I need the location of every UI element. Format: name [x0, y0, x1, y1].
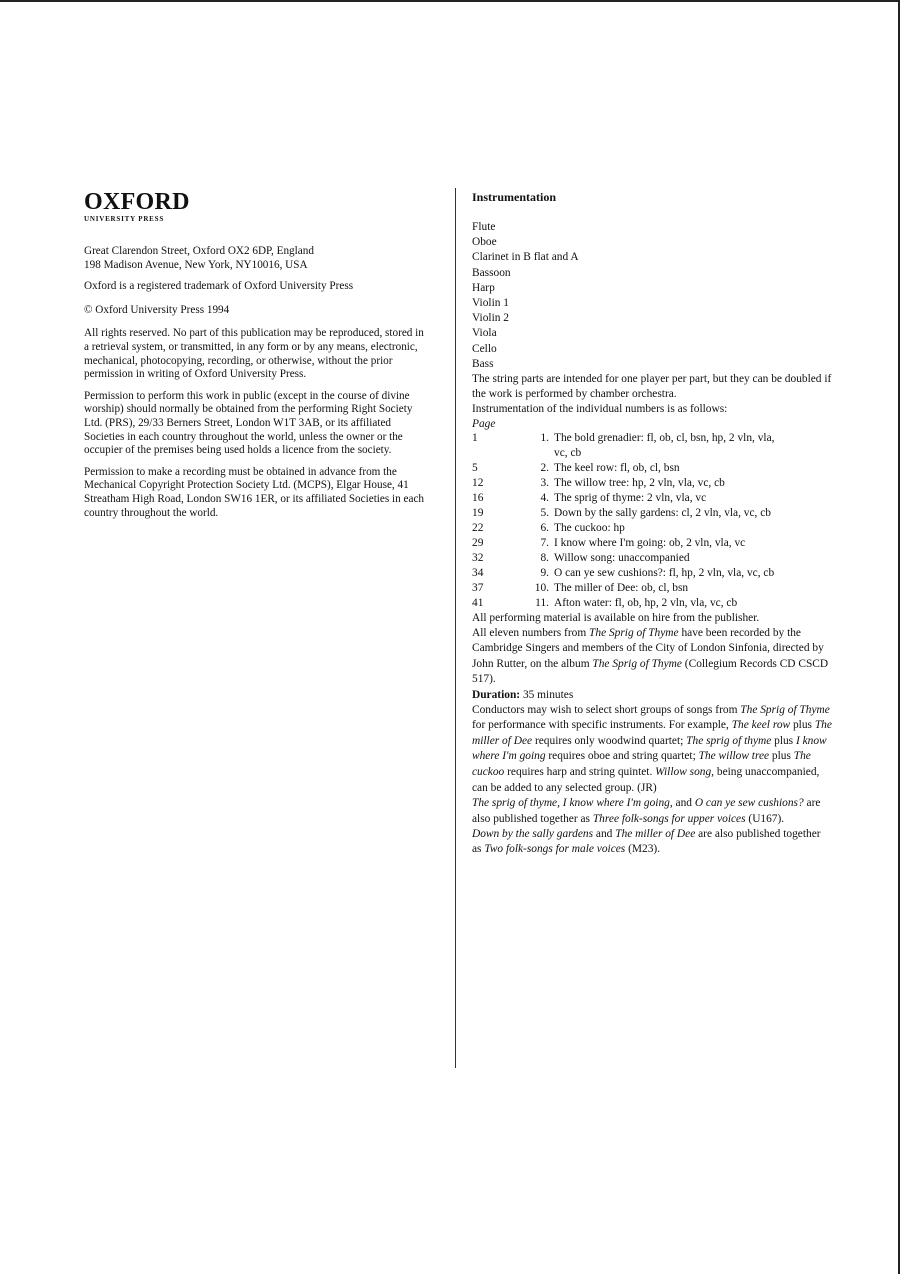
- song-title: I know where I'm going: ob, 2 vln, vla, vc: [554, 537, 746, 550]
- album-title: The Sprig of Thyme: [592, 657, 682, 670]
- table-row: [472, 521, 832, 536]
- page-number: 22: [472, 522, 484, 535]
- instrument-item: Viola: [472, 327, 497, 340]
- duration-value: 35 minutes: [520, 688, 574, 701]
- instrument-item: Oboe: [472, 236, 497, 249]
- table-row: [472, 536, 832, 551]
- page-number: 1: [472, 432, 478, 445]
- note-text: (U167).: [745, 812, 785, 825]
- note-text: for performance with specific instruments. For example,: [472, 719, 732, 732]
- numbers-table: [472, 431, 832, 611]
- recording-permission: Permission to make a recording must be obtained in advance from the Mechanical Copyright Protection Society Ltd. (MCPS), Elgar House, 41 Streatham High Road, London SW16 1ER, or its affiliated Societies in each country throughout the world.: [84, 465, 425, 519]
- song-number: 9.: [540, 567, 549, 580]
- note-text: requires harp and string quintet.: [504, 766, 656, 779]
- instrument-item: Clarinet in B flat and A: [472, 251, 579, 264]
- song-title-ref: The sprig of thyme: [686, 734, 772, 747]
- table-row: [472, 491, 832, 506]
- page-number: 12: [472, 477, 484, 490]
- table-row: [472, 431, 832, 461]
- song-title-continuation: vc, cb: [554, 447, 582, 460]
- instrument-item: Flute: [472, 221, 496, 233]
- publisher-address: [84, 245, 424, 272]
- song-number: 8.: [540, 552, 549, 565]
- song-number: 2.: [540, 462, 549, 475]
- instrumentation-column: [472, 190, 832, 858]
- recording-text: (Collegium Records CD CSCD 517).: [472, 657, 829, 686]
- instrument-item: Violin 1: [472, 297, 509, 310]
- song-title: [549, 431, 832, 461]
- page-column-label: Page: [472, 418, 496, 431]
- instrument-item: Cello: [472, 342, 497, 355]
- instrument-list: [472, 220, 832, 372]
- song-number: 4.: [540, 492, 549, 505]
- conductors-note: [472, 703, 832, 797]
- collection-title: Two folk-songs for male voices: [484, 843, 626, 856]
- song-title: The cuckoo: hp: [554, 522, 625, 535]
- page-top-border: [0, 0, 900, 2]
- note-text: plus: [790, 719, 815, 732]
- note-text: Conductors may wish to select short groups of songs from: [472, 703, 741, 716]
- note-text: and: [593, 828, 616, 841]
- song-title: The willow tree: hp, 2 vln, vla, vc, cb: [554, 477, 725, 490]
- song-number: 1.: [540, 432, 549, 445]
- table-row: [472, 581, 832, 596]
- page-number: 32: [472, 552, 484, 565]
- page-number: 29: [472, 537, 484, 550]
- song-title-ref: The miller of Dee: [615, 828, 696, 841]
- address-line: 198 Madison Avenue, New York, NY10016, USA: [84, 258, 308, 271]
- numbers-intro: Instrumentation of the individual numbers is as follows:: [472, 403, 728, 416]
- recording-info: [472, 626, 832, 688]
- instrument-item: Harp: [472, 281, 495, 294]
- song-number: 7.: [540, 537, 549, 550]
- instrument-item: Violin 2: [472, 312, 509, 325]
- song-title: Down by the sally gardens: cl, 2 vln, vla, vc, cb: [554, 507, 772, 520]
- song-title-ref: The keel row: [731, 719, 791, 732]
- album-title: The Sprig of Thyme: [589, 627, 679, 640]
- note-text: plus: [769, 750, 794, 763]
- table-row: [472, 506, 832, 521]
- note-text: are also published together as: [472, 828, 821, 856]
- song-title: O can ye sew cushions?: fl, hp, 2 vln, vla, vc, cb: [554, 567, 775, 580]
- duration-label: Duration:: [472, 688, 521, 701]
- song-title-ref: Willow song,: [655, 766, 715, 779]
- publisher-logo-subtitle: UNIVERSITY PRESS: [84, 215, 165, 223]
- page-number: 34: [472, 567, 484, 580]
- table-row: [472, 566, 832, 581]
- note-text: are also published together as: [472, 797, 821, 825]
- song-title-ref: The willow tree: [698, 750, 770, 763]
- instrument-item: Bassoon: [472, 266, 511, 279]
- rights-notice: All rights reserved. No part of this publication may be reproduced, stored in a retrieval system, or transmitted, in any form or by any means, electronic, mechanical, photocopying, recording, or otherwise, without the prior permission in writing of Oxford University Press.: [84, 327, 424, 381]
- song-title-ref: Down by the sally gardens: [472, 828, 594, 841]
- work-title: The Sprig of Thyme: [740, 703, 830, 716]
- song-title-ref: The miller of Dee: [472, 719, 832, 747]
- instrumentation-heading: Instrumentation: [472, 190, 557, 204]
- song-title: Afton water: fl, ob, hp, 2 vln, vla, vc, cb: [554, 597, 738, 610]
- table-row: [472, 476, 832, 491]
- song-number: 3.: [540, 477, 549, 490]
- table-row: [472, 596, 832, 611]
- duration: [472, 688, 832, 703]
- song-title: The sprig of thyme: 2 vln, vla, vc: [554, 492, 707, 505]
- strings-note: The string parts are intended for one player per part, but they can be doubled if the work is performed by chamber orchestra.: [472, 373, 832, 401]
- performance-permission: Permission to perform this work in public (except in the course of divine worship) should normally be obtained from the performing Right Society Ltd. (PRS), 29/33 Berners Street, London W1T 3AB, or its affiliated Societies in each country throughout the world, unless the owner or the occupier of the premises being used holds a licence from the society.: [84, 389, 413, 457]
- song-title-ref: The sprig of thyme, I know where I'm going,: [472, 797, 673, 810]
- song-number: 5.: [540, 507, 549, 520]
- song-title-ref: The cuckoo: [472, 750, 811, 779]
- note-text: (M23).: [625, 843, 661, 856]
- note-text: plus: [771, 734, 796, 747]
- song-title-text: The bold grenadier: fl, ob, cl, bsn, hp, 2 vln, vla,: [554, 432, 775, 445]
- recording-text: have been recorded by the Cambridge Singers and members of the City of London Sinfonia, directed by John Rutter, on the album: [472, 627, 824, 670]
- folk-songs-note: [472, 796, 832, 858]
- page-number: 37: [472, 582, 484, 595]
- table-row: [472, 461, 832, 476]
- address-line: Great Clarendon Street, Oxford OX2 6DP, England: [84, 245, 314, 257]
- note-text: requires only woodwind quartet;: [532, 734, 687, 747]
- page-number: 41: [472, 597, 484, 610]
- column-divider: [455, 188, 456, 1068]
- trademark-notice: Oxford is a registered trademark of Oxford University Press: [84, 280, 354, 293]
- song-number: 11.: [535, 597, 549, 610]
- song-title-ref: O can ye sew cushions?: [694, 797, 804, 810]
- copyright-notice: © Oxford University Press 1994: [84, 303, 230, 316]
- song-number: 6.: [540, 522, 549, 535]
- song-title: The keel row: fl, ob, cl, bsn: [554, 462, 680, 475]
- collection-title: Three folk-songs for upper voices: [592, 812, 746, 825]
- publisher-column: [84, 190, 424, 520]
- recording-text: All eleven numbers from: [472, 627, 590, 640]
- publisher-logo: OXFORD: [84, 189, 190, 215]
- note-text: being unaccompanied, can be added to any selected group. (JR): [472, 766, 820, 794]
- note-text: and: [672, 797, 695, 810]
- song-title: Willow song: unaccompanied: [554, 552, 690, 565]
- note-text: requires oboe and string quartet;: [545, 750, 699, 763]
- page-number: 19: [472, 507, 484, 520]
- instrument-item: Bass: [472, 357, 494, 370]
- page-number: 5: [472, 462, 478, 475]
- table-row: [472, 551, 832, 566]
- song-title-ref: I know where I'm going: [472, 734, 827, 763]
- hire-note: All performing material is available on hire from the publisher.: [472, 612, 760, 625]
- song-number: 10.: [534, 582, 549, 595]
- song-title: The miller of Dee: ob, cl, bsn: [554, 582, 689, 595]
- page-number: 16: [472, 492, 484, 505]
